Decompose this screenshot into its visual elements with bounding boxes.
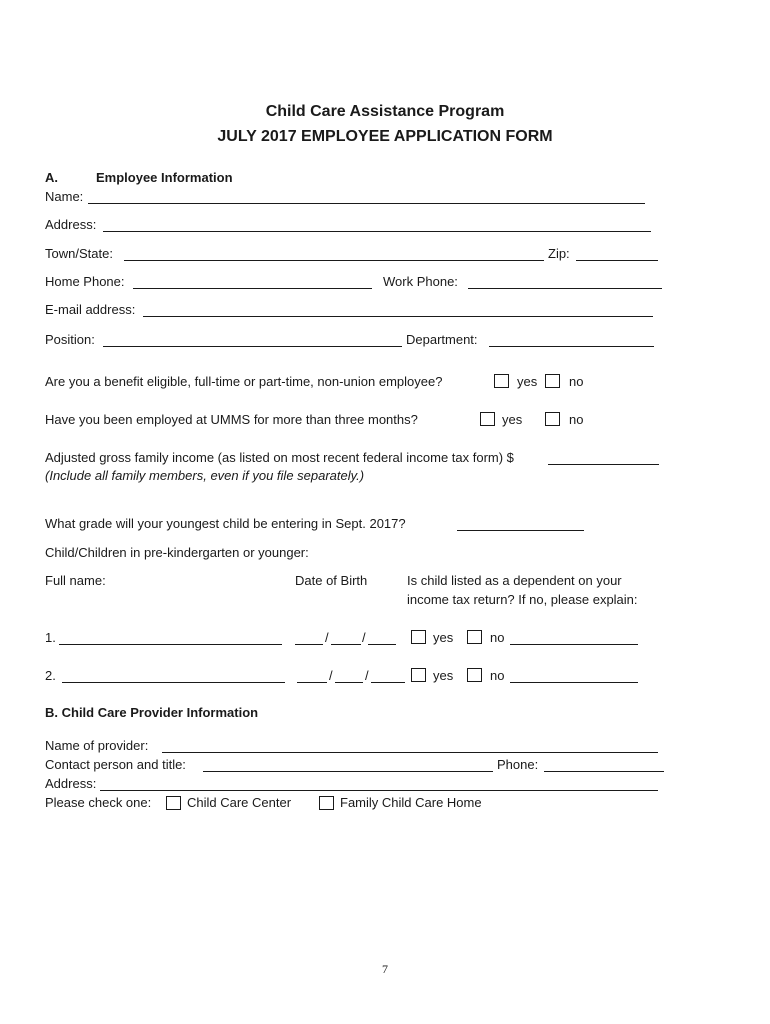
provider-label: Name of provider: [45, 738, 149, 753]
child-care-center-checkbox[interactable] [166, 796, 181, 810]
employed-no-label: no [569, 412, 584, 427]
grade-field[interactable] [457, 530, 584, 531]
child-1-dob-sep2: / [362, 630, 366, 645]
income-note: (Include all family members, even if you file separately.) [45, 468, 365, 483]
home-phone-field[interactable] [133, 288, 372, 289]
name-label: Name: [45, 189, 84, 204]
benefit-no-label: no [569, 374, 584, 389]
position-label: Position: [45, 332, 95, 347]
employed-yes-label: yes [502, 412, 523, 427]
home-phone-label: Home Phone: [45, 274, 125, 289]
income-field[interactable] [548, 464, 659, 465]
department-label: Department: [406, 332, 478, 347]
zip-label: Zip: [548, 246, 570, 261]
child-2-dob-month[interactable] [297, 682, 327, 683]
child-1-dob-year[interactable] [368, 644, 396, 645]
section-a-letter: A. [45, 170, 58, 185]
employed-question: Have you been employed at UMMS for more than three months? [45, 412, 418, 427]
children-heading: Child/Children in pre-kindergarten or younger: [45, 545, 309, 560]
email-label: E-mail address: [45, 302, 136, 317]
child-2-dob-sep1: / [329, 668, 333, 683]
col-dependent-line2: income tax return? If no, please explain: [407, 592, 638, 607]
section-a-heading: Employee Information [96, 170, 233, 185]
town-label: Town/State: [45, 246, 113, 261]
form-subtitle: JULY 2017 EMPLOYEE APPLICATION FORM [217, 128, 553, 145]
child-2-no-checkbox[interactable] [467, 668, 482, 682]
child-1-dob-day[interactable] [331, 644, 361, 645]
child-2-yes-checkbox[interactable] [411, 668, 426, 682]
grade-question: What grade will your youngest child be entering in Sept. 2017? [45, 516, 406, 531]
child-1-no-label: no [490, 630, 505, 645]
contact-label: Contact person and title: [45, 757, 186, 772]
child-1-dob-sep1: / [325, 630, 329, 645]
provider-address-field[interactable] [100, 790, 658, 791]
child-care-center-label: Child Care Center [187, 795, 292, 810]
employed-yes-checkbox[interactable] [480, 412, 495, 426]
child-2-dob-year[interactable] [371, 682, 405, 683]
address-field[interactable] [103, 231, 651, 232]
child-2-name-field[interactable] [62, 682, 285, 683]
address-label: Address: [45, 217, 97, 232]
child-2-dob-sep2: / [365, 668, 369, 683]
provider-address-label: Address: [45, 776, 97, 791]
col-date-of-birth: Date of Birth [295, 573, 368, 588]
provider-field[interactable] [162, 752, 658, 753]
family-child-care-home-checkbox[interactable] [319, 796, 334, 810]
child-2-explain-field[interactable] [510, 682, 638, 683]
child-1-explain-field[interactable] [510, 644, 638, 645]
income-question: Adjusted gross family income (as listed on most recent federal income tax form) $ [45, 450, 514, 465]
family-child-care-home-label: Family Child Care Home [340, 795, 482, 810]
contact-field[interactable] [203, 771, 493, 772]
benefit-yes-checkbox[interactable] [494, 374, 509, 388]
benefit-question: Are you a benefit eligible, full-time or part-time, non-union employee? [45, 374, 443, 389]
child-1-name-field[interactable] [59, 644, 282, 645]
employed-no-checkbox[interactable] [545, 412, 560, 426]
child-2-dob-day[interactable] [335, 682, 363, 683]
provider-phone-label: Phone: [497, 757, 539, 772]
form-title: Child Care Assistance Program [265, 103, 505, 120]
child-1-dob-month[interactable] [295, 644, 323, 645]
child-1-no-checkbox[interactable] [467, 630, 482, 644]
child-1-number: 1. [45, 630, 56, 645]
section-b-heading: B. Child Care Provider Information [45, 705, 259, 720]
child-1-yes-checkbox[interactable] [411, 630, 426, 644]
name-field[interactable] [88, 203, 645, 204]
child-2-number: 2. [45, 668, 56, 683]
child-2-no-label: no [490, 668, 505, 683]
child-1-yes-label: yes [433, 630, 454, 645]
benefit-no-checkbox[interactable] [545, 374, 560, 388]
benefit-yes-label: yes [517, 374, 538, 389]
town-field[interactable] [124, 260, 544, 261]
provider-phone-field[interactable] [544, 771, 664, 772]
department-field[interactable] [489, 346, 654, 347]
child-2-yes-label: yes [433, 668, 454, 683]
work-phone-label: Work Phone: [383, 274, 458, 289]
col-full-name: Full name: [45, 573, 106, 588]
zip-field[interactable] [576, 260, 658, 261]
email-field[interactable] [143, 316, 653, 317]
position-field[interactable] [103, 346, 402, 347]
page-number: 7 [382, 962, 388, 976]
col-dependent-line1: Is child listed as a dependent on your [407, 573, 622, 588]
work-phone-field[interactable] [468, 288, 662, 289]
check-one-label: Please check one: [45, 795, 152, 810]
